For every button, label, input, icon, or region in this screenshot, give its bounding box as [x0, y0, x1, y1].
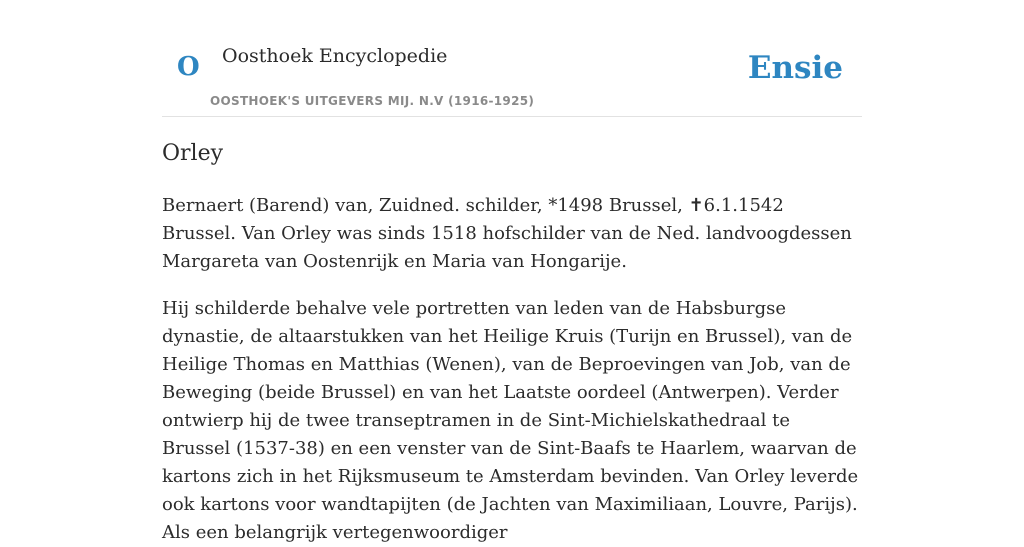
site-logo[interactable]: O — [177, 52, 200, 82]
site-title: Oosthoek Encyclopedie — [222, 45, 448, 67]
article-body — [162, 136, 862, 547]
publisher-subtitle: OOSTHOEK'S UITGEVERS MIJ. N.V (1916-1925) — [210, 94, 535, 108]
site-header — [162, 0, 862, 117]
ensie-brand-link[interactable]: Ensie — [747, 50, 843, 86]
article-title: Orley — [162, 141, 224, 166]
article-paragraph: Hij schilderde behalve vele portretten van leden van de Habsburgse dynastie, de altaarstukken van het Heilige Kruis (Turijn en Brussel), van de Heilige Thomas en Matthias (Wenen), van de Beproevingen van Job, van de Beweging (beide Brussel) en van het Laatste oordeel (Antwerpen). Verder ontwierp hij de twee transeptramen in de Sint-Michielskathedraal te Brussel (1537-38) en een venster van de Sint-Baafs te Haarlem, waarvan de kartons zich in het Rijksmuseum te Amsterdam bevinden. Van Orley leverde ook kartons voor wandtapijten (de Jachten van Maximiliaan, Louvre, Parijs). Als een belangrijk vertegenwoordiger — [162, 298, 859, 543]
article-paragraph: Bernaert (Barend) van, Zuidned. schilder, *1498 Brussel, ✝6.1.1542 Brussel. Van Orley was sinds 1518 hofschilder van de Ned. landvoogdessen Margareta van Oostenrijk en Maria van Hongarije. — [162, 195, 852, 272]
